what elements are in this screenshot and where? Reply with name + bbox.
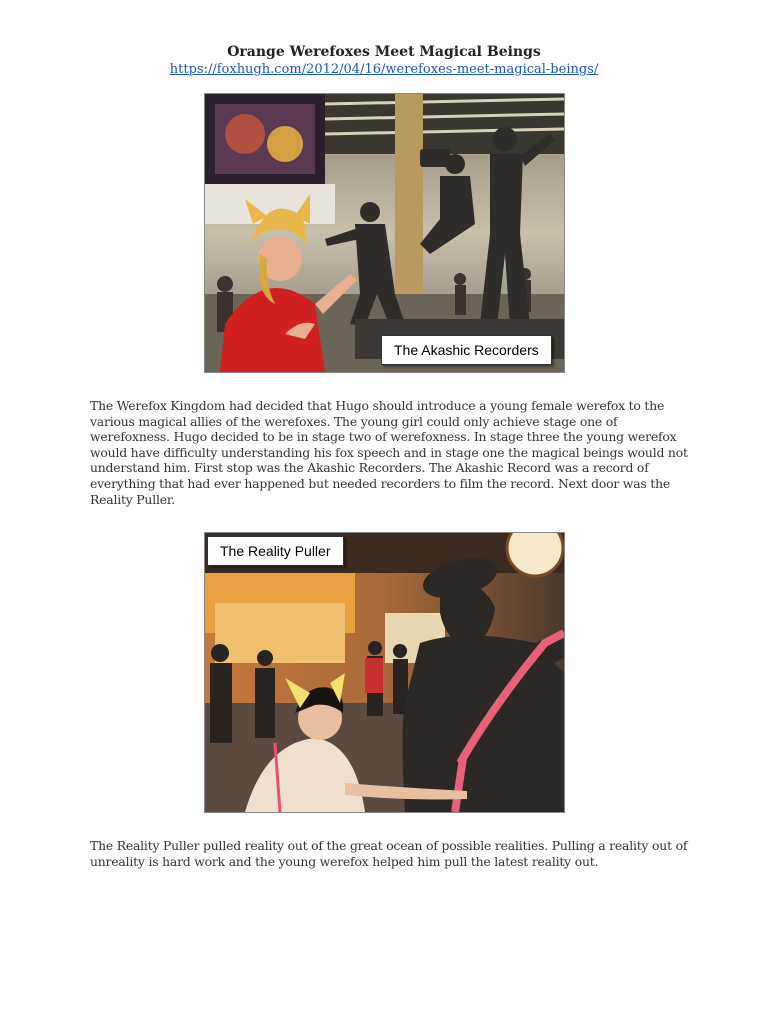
paragraph-line: Reality Puller.: [90, 491, 175, 507]
reality-puller-photo: [204, 532, 565, 813]
paragraph-1: [90, 398, 688, 507]
akashic-recorders-photo: [204, 93, 565, 373]
paragraph-line: everything that had ever happened but needed recorders to film the record. Next door was the: [90, 475, 670, 491]
reality-puller-illustration: [205, 533, 564, 812]
reality-puller-caption: The Reality Puller: [207, 536, 344, 566]
paragraph-line: various magical allies of the werefoxes. The young girl could only achieve stage one of: [90, 413, 618, 429]
akashic-recorders-caption: The Akashic Recorders: [381, 335, 552, 365]
paragraph-line: werefoxness. Hugo decided to be in stage two of werefoxness. In stage three the young werefox: [90, 429, 677, 445]
source-link[interactable]: https://foxhugh.com/2012/04/16/werefoxes-meet-magical-beings/: [169, 62, 599, 77]
paragraph-line: unreality is hard work and the young werefox helped him pull the latest reality out.: [90, 853, 599, 869]
paragraph-2: [90, 838, 688, 869]
document-title: Orange Werefoxes Meet Magical Beings: [227, 44, 541, 60]
paragraph-line: understand him. First stop was the Akashic Recorders. The Akashic Record was a record of: [90, 460, 649, 476]
paragraph-line: The Werefox Kingdom had decided that Hugo should introduce a young female werefox to the: [90, 398, 665, 413]
akashic-recorders-illustration: [205, 94, 564, 372]
paragraph-line: The Reality Puller pulled reality out of the great ocean of possible realities. Pulling a reality out of: [90, 838, 688, 853]
paragraph-line: would have difficulty understanding his fox speech and in stage one the magical beings would not: [90, 444, 688, 460]
